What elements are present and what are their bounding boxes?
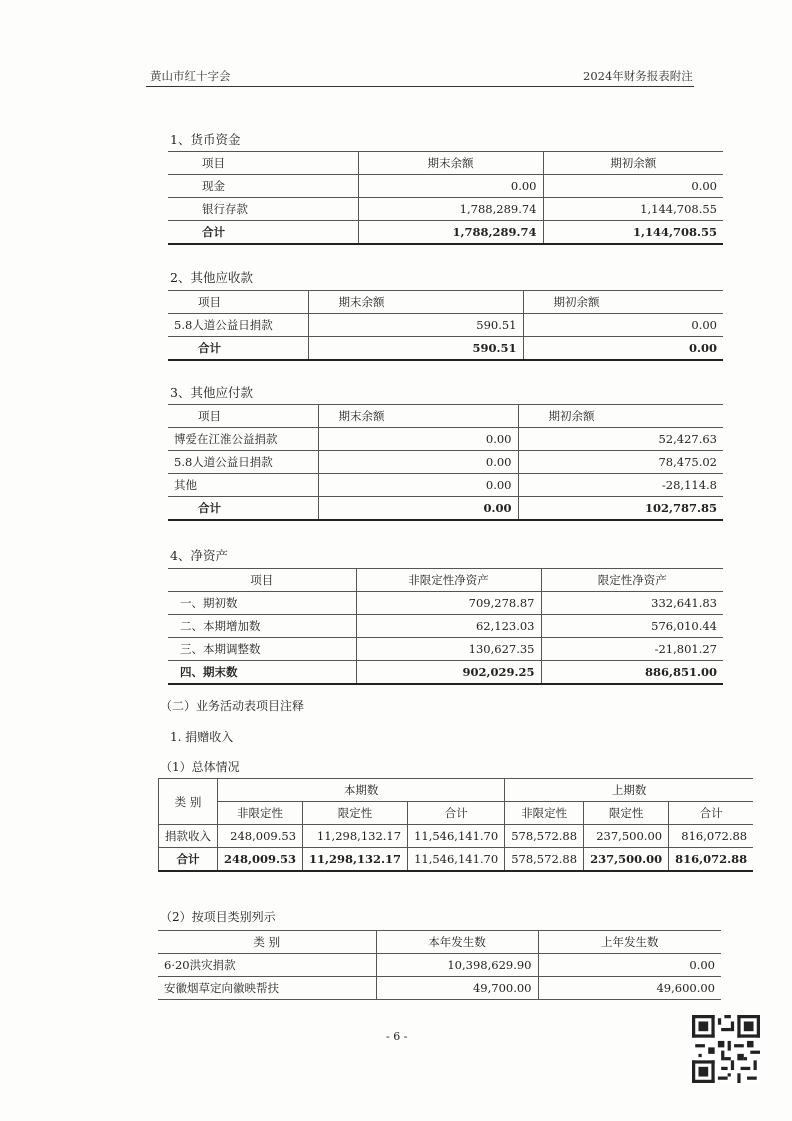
cell-value: 902,029.25 [356,661,541,685]
cell-value: 816,072.88 [669,848,754,872]
cell-value: 49,600.00 [538,977,721,1000]
section-title-net-assets: 4、净资产 [170,548,228,563]
cell-value: 578,572.88 [505,825,584,848]
payables-table [168,404,723,521]
cell-value: 11,546,141.70 [408,825,505,848]
table-row [168,615,723,638]
table-header-row [168,405,723,428]
cash-table [168,151,723,245]
row-label: 二、本期增加数 [168,615,356,638]
net-assets-table [168,568,723,685]
cell-value: 1,788,289.74 [358,221,543,245]
cell-value: 102,787.85 [518,497,723,521]
item1-title: 1. 捐赠收入 [170,730,234,744]
row-label: 博爱在江淮公益捐款 [168,428,318,451]
cell-value: 52,427.63 [518,428,723,451]
cell-value: 0.00 [523,337,723,361]
col-header: 限定性 [584,802,669,825]
row-label: 捐款收入 [159,825,218,848]
col-header: 限定性 [303,802,408,825]
cell-value: 1,144,708.55 [543,198,723,221]
cell-value: 11,546,141.70 [408,848,505,872]
cell-value: 0.00 [538,954,721,977]
cell-value: 1,788,289.74 [358,198,543,221]
col-header: 期末余额 [358,152,543,175]
sub2-title: （2）按项目类别列示 [160,910,276,924]
row-label: 一、期初数 [168,592,356,615]
row-label: 四、期末数 [168,661,356,685]
cell-value: 62,123.03 [356,615,541,638]
table-row [168,198,723,221]
row-label: 合计 [159,848,218,872]
cell-value: 0.00 [318,474,518,497]
row-label: 合计 [168,221,358,245]
col-header: 项目 [168,291,308,314]
total-row [168,221,723,245]
cell-value: 0.00 [543,175,723,198]
cell-value: 11,298,132.17 [303,825,408,848]
cell-value: 49,700.00 [376,977,538,1000]
table-row [168,638,723,661]
col-header: 限定性净资产 [541,569,723,592]
col-header: 合计 [408,802,505,825]
cell-value: 590.51 [308,337,523,361]
qr-code [692,1015,760,1083]
cell-value: 130,627.35 [356,638,541,661]
col-header: 期末余额 [308,291,523,314]
cell-value: 10,398,629.90 [376,954,538,977]
cell-value: 886,851.00 [541,661,723,685]
cell-value: 78,475.02 [518,451,723,474]
col-header: 期末余额 [318,405,518,428]
col-header: 期初余额 [518,405,723,428]
table-row [168,474,723,497]
table-row [168,175,723,198]
table-row [158,977,721,1000]
table-header-row [168,569,723,592]
row-label: 银行存款 [168,198,358,221]
col-header: 合计 [669,802,754,825]
total-row [159,848,754,872]
header-rule [146,86,694,87]
cell-value: 0.00 [318,497,518,521]
section-title-payables: 3、其他应付款 [170,385,253,400]
col-header-category: 类 别 [159,779,218,825]
table-subheader-row [159,802,754,825]
cell-value: 578,572.88 [505,848,584,872]
col-header: 类 别 [158,931,376,954]
row-label: 其他 [168,474,318,497]
table-header-row [158,931,721,954]
sub1-title: （1）总体情况 [160,760,240,774]
cell-value: -28,114.8 [518,474,723,497]
header-doc-title: 2024年财务报表附注 [583,69,693,83]
row-label: 三、本期调整数 [168,638,356,661]
cell-value: 237,500.00 [584,848,669,872]
table-row [168,428,723,451]
donation-summary-table [158,778,753,872]
col-header: 期初余额 [543,152,723,175]
total-row [168,661,723,685]
cell-value: 332,641.83 [541,592,723,615]
cell-value: 248,009.53 [218,825,303,848]
row-label: 6·20洪灾捐款 [158,954,376,977]
table-row [158,954,721,977]
col-header: 项目 [168,152,358,175]
row-label: 5.8人道公益日捐款 [168,314,308,337]
cell-value: 1,144,708.55 [543,221,723,245]
table-header-row [168,291,723,314]
row-label: 安徽烟草定向徽映帮扶 [158,977,376,1000]
col-header: 非限定性净资产 [356,569,541,592]
donation-by-project-table [158,930,721,1000]
table-row [168,592,723,615]
col-header: 项目 [168,569,356,592]
cell-value: 0.00 [318,451,518,474]
receivables-table [168,290,723,361]
cell-value: 709,278.87 [356,592,541,615]
col-header: 项目 [168,405,318,428]
col-header-previous: 上期数 [505,779,753,802]
part2-title: （二）业务活动表项目注释 [160,699,305,713]
table-header-row [159,779,754,802]
col-header: 非限定性 [505,802,584,825]
cell-value: 248,009.53 [218,848,303,872]
row-label: 5.8人道公益日捐款 [168,451,318,474]
section-title-cash: 1、货币资金 [170,132,241,147]
row-label: 现金 [168,175,358,198]
total-row [168,337,723,361]
col-header: 期初余额 [523,291,723,314]
header-org: 黄山市红十字会 [150,69,231,83]
table-row [159,825,754,848]
cell-value: 0.00 [358,175,543,198]
cell-value: -21,801.27 [541,638,723,661]
page-number: - 6 - [386,1030,408,1043]
section-title-receivables: 2、其他应收款 [170,270,253,285]
col-header-current: 本期数 [218,779,505,802]
cell-value: 576,010.44 [541,615,723,638]
cell-value: 590.51 [308,314,523,337]
row-label: 合计 [168,497,318,521]
cell-value: 11,298,132.17 [303,848,408,872]
total-row [168,497,723,521]
cell-value: 237,500.00 [584,825,669,848]
table-row [168,314,723,337]
col-header: 上年发生数 [538,931,721,954]
table-header-row [168,152,723,175]
col-header: 本年发生数 [376,931,538,954]
row-label: 合计 [168,337,308,361]
cell-value: 0.00 [523,314,723,337]
cell-value: 0.00 [318,428,518,451]
table-row [168,451,723,474]
col-header: 非限定性 [218,802,303,825]
cell-value: 816,072.88 [669,825,754,848]
